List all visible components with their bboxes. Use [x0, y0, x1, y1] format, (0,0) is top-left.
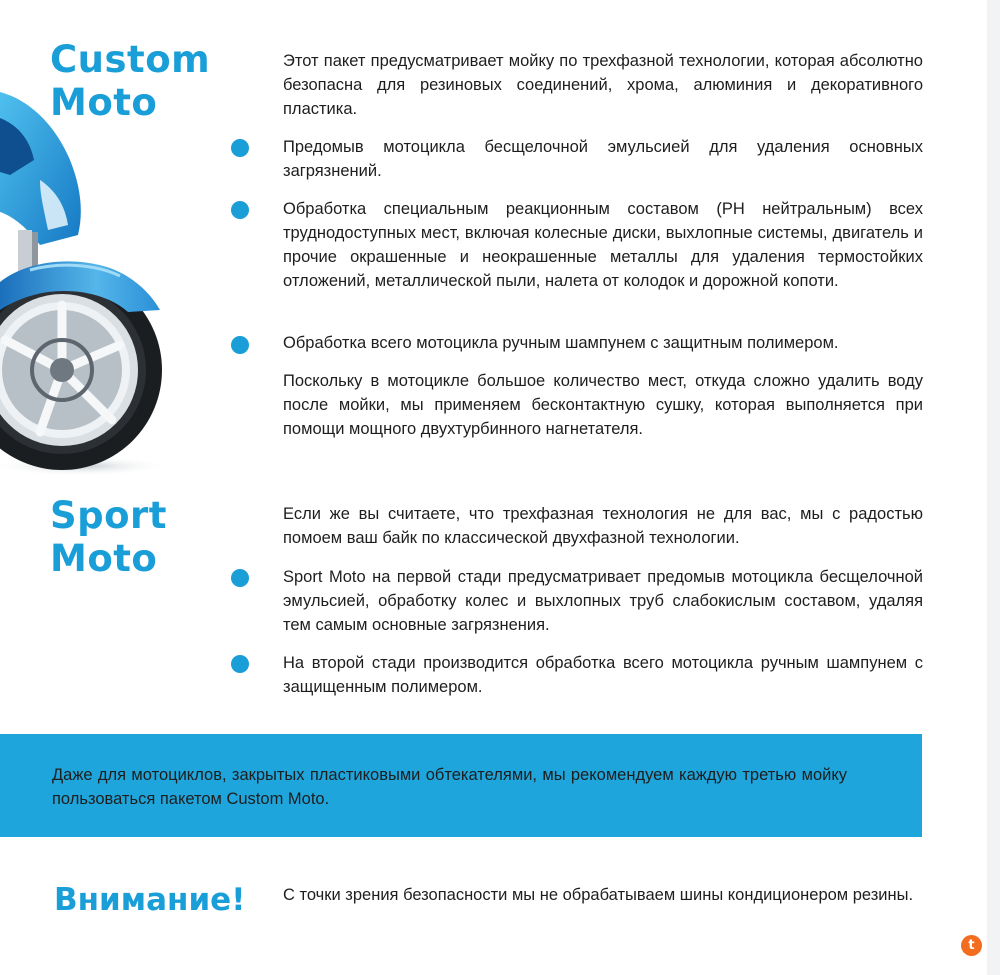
heading-line: Moto — [50, 537, 158, 580]
sport-moto-bullet-2: На второй стади производится обработка всего мотоцикла ручным шампунем с защищенным полимером. — [283, 654, 923, 696]
sport-moto-intro: Если же вы считаете, что трехфазная технология не для вас, мы с радостью помоем ваш байк по классической двухфазной технологии. — [283, 505, 923, 547]
recommendation-banner — [0, 734, 922, 837]
attention-heading: Внимание! — [54, 882, 246, 918]
bullet-icon — [231, 655, 249, 673]
banner-text: Даже для мотоциклов, закрытых пластиковыми обтекателями, мы рекомендуем каждую третью мойку пользоваться пакетом Custom Moto. — [52, 766, 847, 808]
t-icon[interactable]: t — [961, 935, 982, 956]
right-edge-strip — [987, 0, 1000, 975]
sport-moto-heading — [50, 494, 167, 580]
bullet-icon — [231, 336, 249, 354]
custom-moto-intro: Этот пакет предусматривает мойку по трехфазной технологии, которая абсолютно безопасна для резиновых соединений, хрома, алюминия и декоративного пластика. — [283, 52, 923, 118]
attention-text: С точки зрения безопасности мы не обрабатываем шины кондиционером резины. — [283, 886, 914, 904]
bullet-icon — [231, 569, 249, 587]
custom-moto-bullet-2: Обработка специальным реакционным составом (РН нейтральным) всех труднодоступных мест, включая колесные диски, выхлопные системы, двигатель и прочие окрашенные и неокрашенные металлы для удаления термостойких отложений, металлической пыли, налета от колодок и дорожной копоти. — [283, 200, 923, 290]
bullet-icon — [231, 201, 249, 219]
heading-line: Moto — [50, 81, 158, 124]
custom-moto-heading — [50, 38, 210, 124]
sport-moto-bullet-1: Sport Moto на первой стади предусматривает предомыв мотоцикла бесщелочной эмульсией, обработку колес и выхлопных труб слабокислым составом, удаляя тем самым основные загрязнения. — [283, 568, 923, 634]
heading-line: Custom — [50, 38, 211, 81]
bullet-icon — [231, 139, 249, 157]
custom-moto-bullet-3: Обработка всего мотоцикла ручным шампунем с защитным полимером. — [283, 334, 839, 352]
motorcycle-image — [0, 80, 175, 480]
custom-moto-outro: Поскольку в мотоцикле большое количество мест, откуда сложно удалить воду после мойки, мы применяем бесконтактную сушку, которая выполняется при помощи мощного двухтурбинного нагнетателя. — [283, 372, 923, 438]
custom-moto-bullet-1: Предомыв мотоцикла бесщелочной эмульсией для удаления основных загрязнений. — [283, 138, 923, 180]
heading-line: Sport — [50, 494, 167, 537]
